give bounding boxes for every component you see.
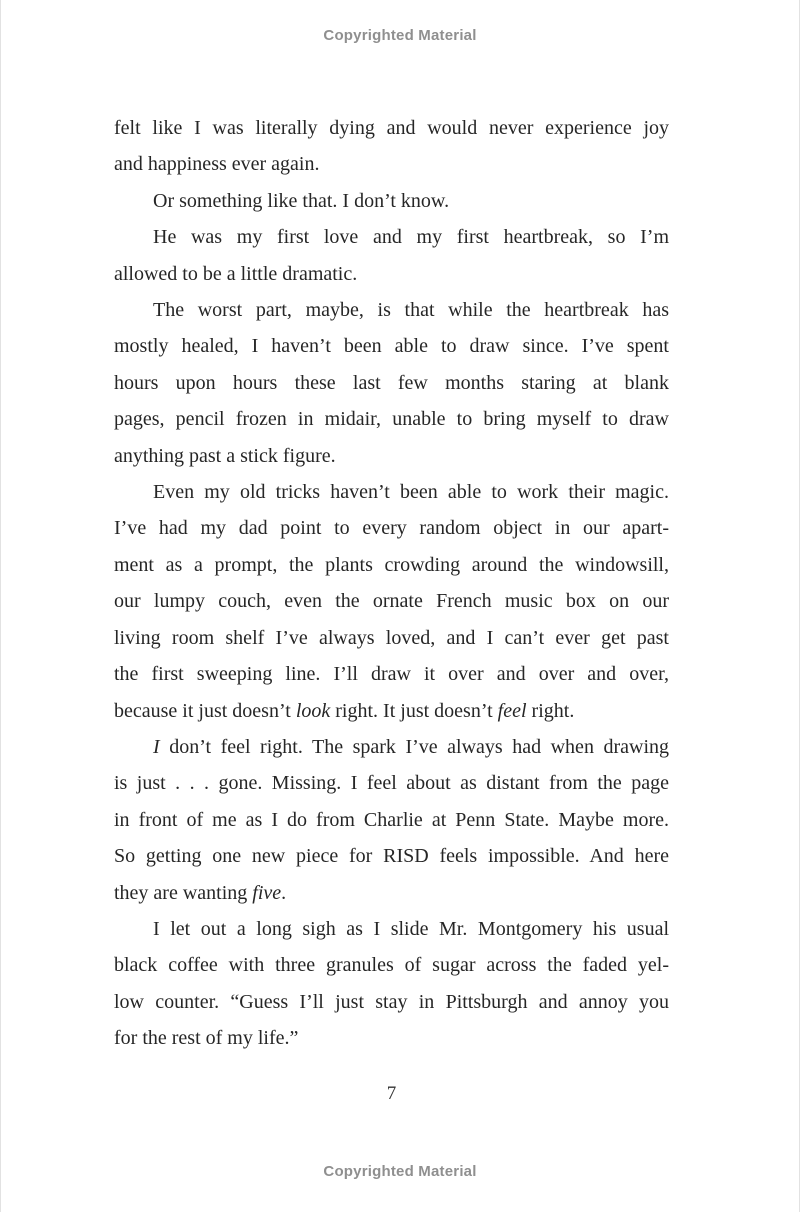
text-line: low counter. “Guess I’ll just stay in Pittsburgh and annoy you <box>114 990 669 1013</box>
text-line: Or something like that. I don’t know. <box>153 189 450 212</box>
text-line: the first sweeping line. I’ll draw it over and over and over, <box>114 663 669 686</box>
copyright-notice-top: Copyrighted Material <box>323 27 477 44</box>
text-line: hours upon hours these last few months staring at blank <box>114 371 669 394</box>
paragraph <box>114 729 669 911</box>
paragraph <box>114 474 669 729</box>
text-line: felt like I was literally dying and would never experience joy <box>114 117 669 139</box>
copyright-notice-bottom: Copyrighted Material <box>323 1163 477 1180</box>
page-body-text <box>114 110 669 1057</box>
text-line: I let out a long sigh as I slide Mr. Montgomery his usual <box>153 917 669 940</box>
text-line: ment as a prompt, the plants crowding around the windowsill, <box>114 553 669 576</box>
text-line: in front of me as I do from Charlie at Penn State. Maybe more. <box>114 808 669 831</box>
text-line: black coffee with three granules of sugar across the faded yel- <box>114 954 669 977</box>
text-line: I’ve had my dad point to every random object in our apart- <box>114 517 669 540</box>
text-line: is just . . . gone. Missing. I feel about as distant from the page <box>114 772 669 795</box>
text-line: mostly healed, I haven’t been able to draw since. I’ve spent <box>114 335 669 358</box>
text-line: I don’t feel right. The spark I’ve always had when drawing <box>153 735 669 758</box>
text-line: He was my first love and my first heartbreak, so I’m <box>153 226 669 249</box>
paragraph <box>114 911 669 1057</box>
paragraph <box>114 292 669 474</box>
text-line: for the rest of my life.” <box>114 1027 299 1050</box>
paragraph <box>114 219 669 292</box>
text-line: living room shelf I’ve always loved, and I can’t ever get past <box>114 626 669 649</box>
text-line: allowed to be a little dramatic. <box>114 262 358 285</box>
text-line: and happiness ever again. <box>114 153 320 176</box>
text-line: because it just doesn’t look right. It just doesn’t feel right. <box>114 699 575 722</box>
text-line: anything past a stick figure. <box>114 444 336 467</box>
text-line: Even my old tricks haven’t been able to work their magic. <box>153 481 669 504</box>
text-line: The worst part, maybe, is that while the heartbreak has <box>153 299 669 322</box>
page-number: 7 <box>386 1083 397 1104</box>
text-line: our lumpy couch, even the ornate French music box on our <box>114 590 669 613</box>
paragraph <box>114 183 669 219</box>
text-line: So getting one new piece for RISD feels impossible. And here <box>114 845 669 868</box>
text-line: pages, pencil frozen in midair, unable to bring myself to draw <box>114 408 669 431</box>
text-line: they are wanting five. <box>114 881 287 904</box>
paragraph <box>114 110 669 183</box>
